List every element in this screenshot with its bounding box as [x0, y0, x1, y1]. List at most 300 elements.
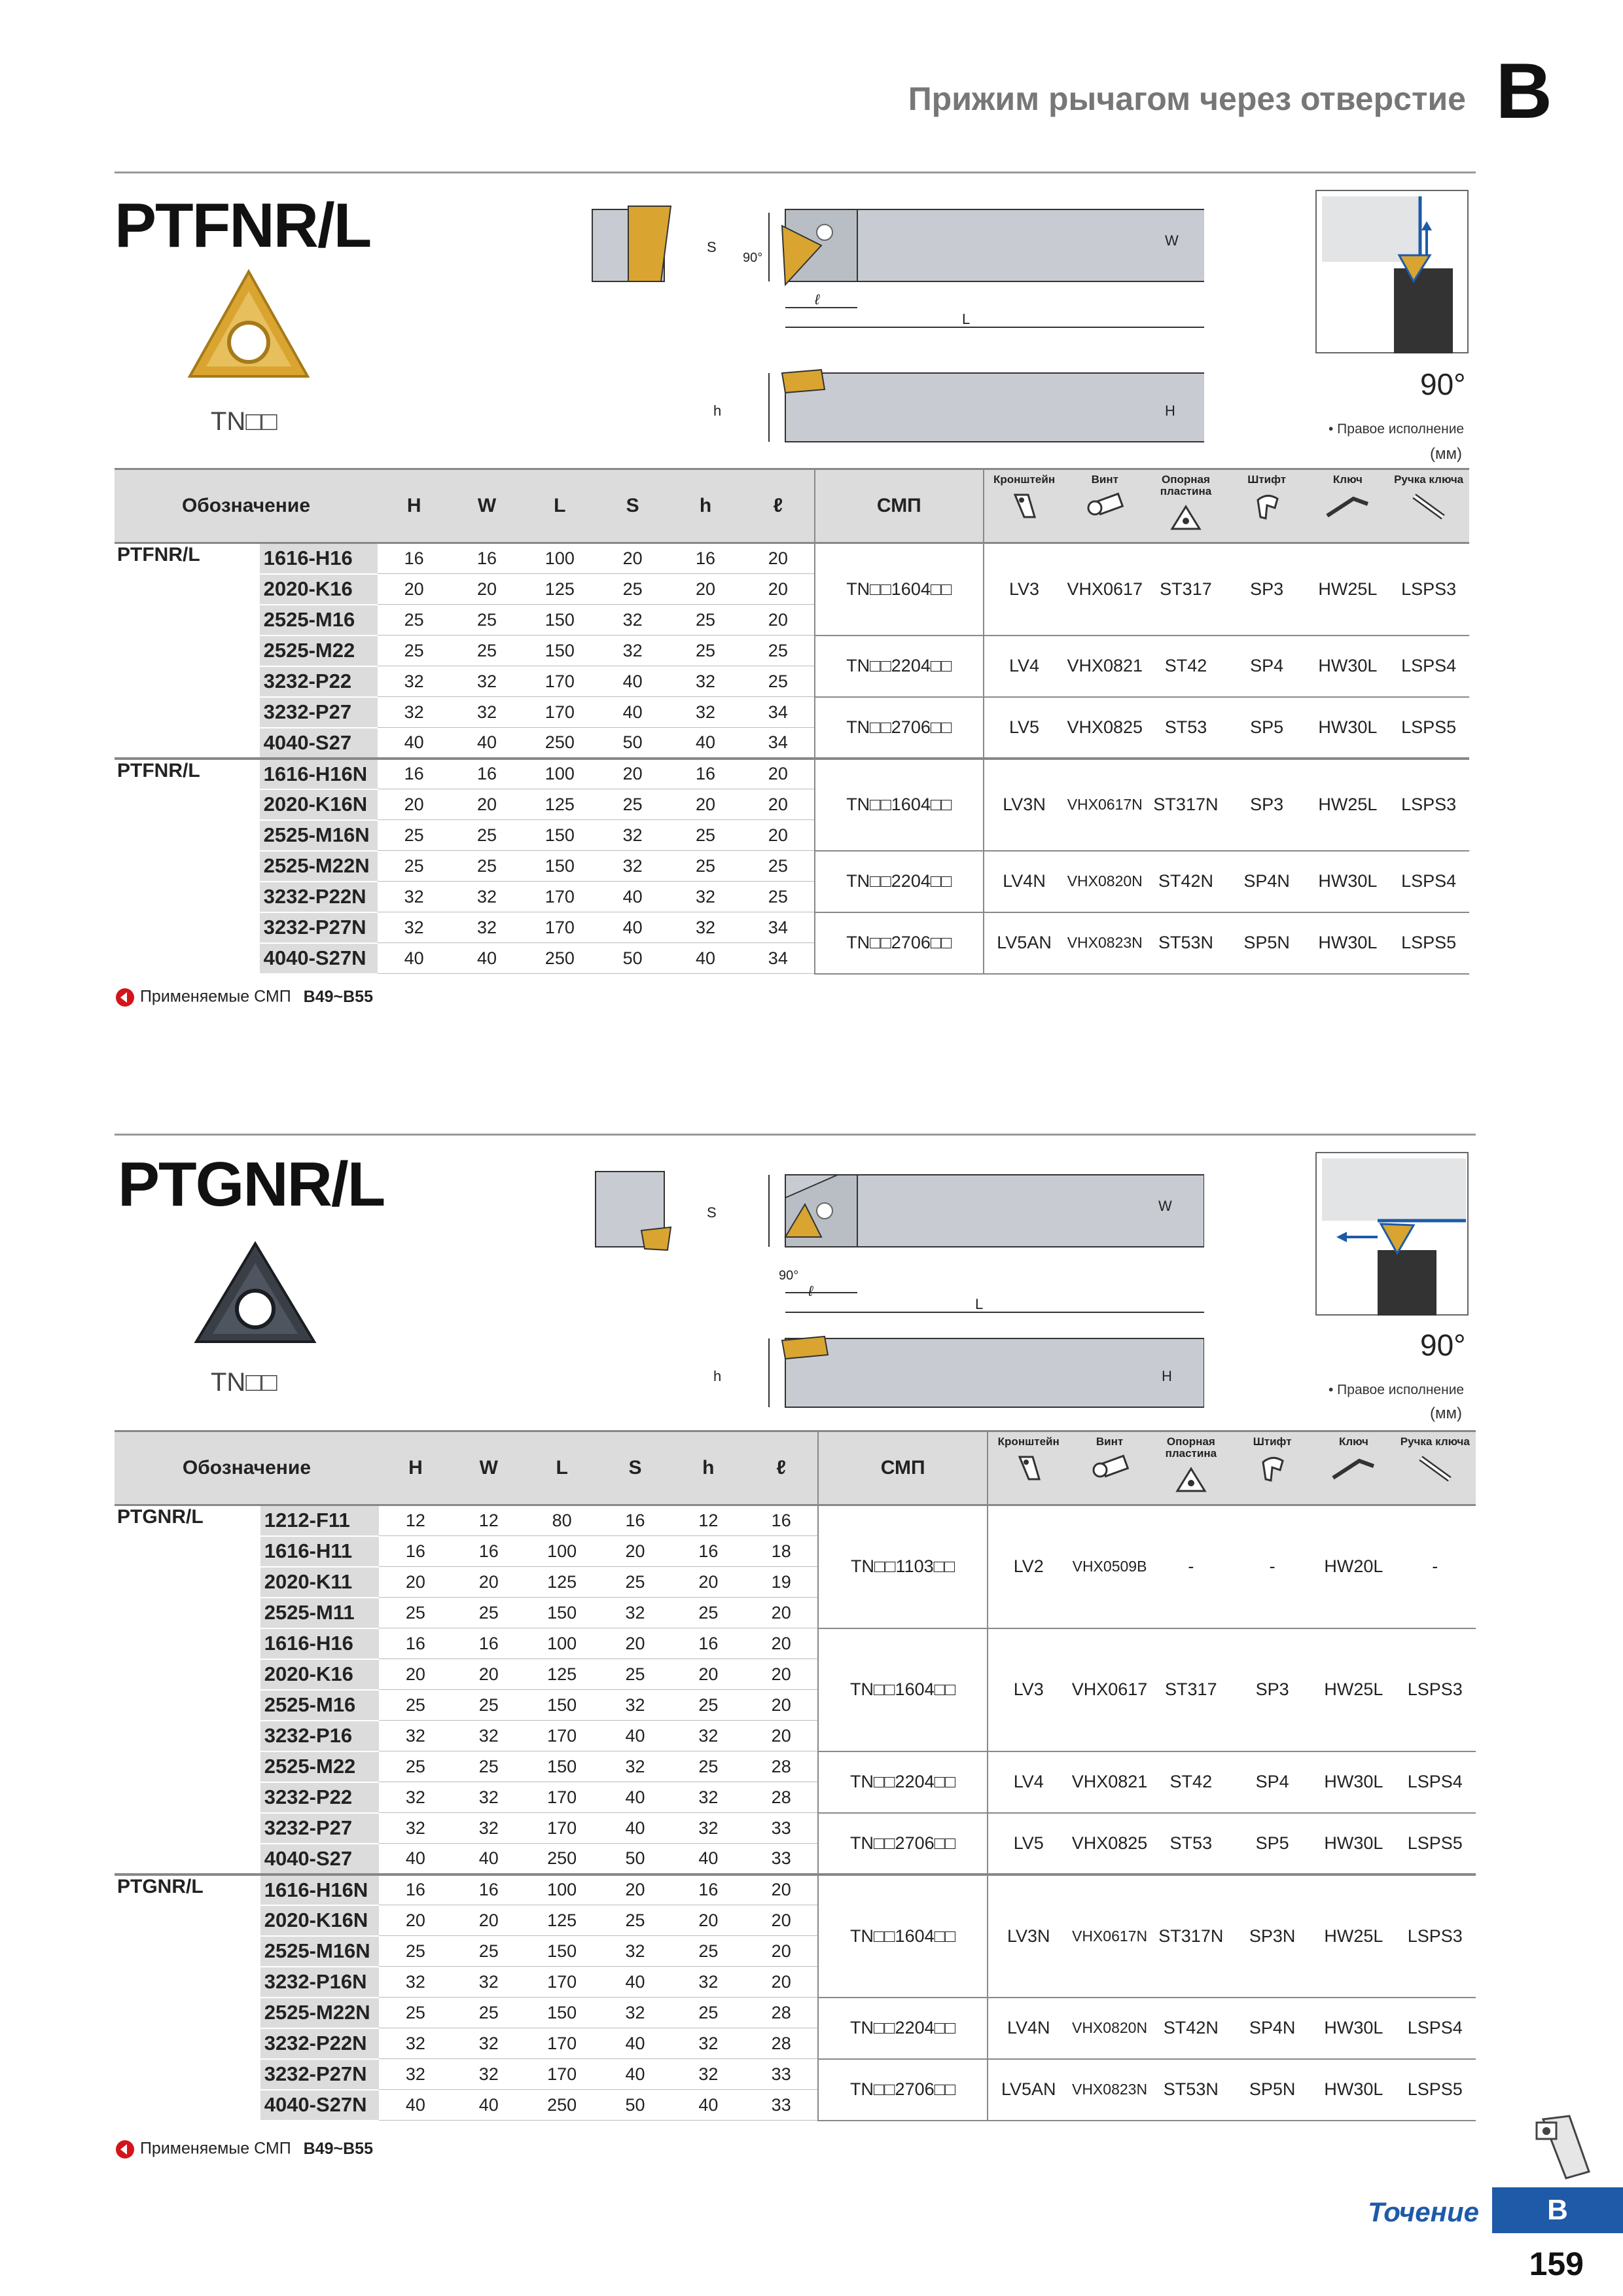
col-header-accessory: Винт: [1069, 1431, 1150, 1505]
dimension-cell: 32: [452, 1967, 526, 1998]
table-row: [115, 1998, 1476, 2028]
footnote-ptgnr: [115, 2139, 373, 2160]
dimension-cell: 20: [742, 574, 815, 605]
accessory-cell: VHX0823N: [1064, 912, 1145, 974]
dimension-cell: 40: [599, 1721, 672, 1751]
dim-l-label: L: [975, 1296, 984, 1312]
insert-cell: TN□□2706□□: [818, 2059, 988, 2121]
dim-l-label: L: [962, 311, 971, 327]
dimension-cell: 32: [671, 1721, 745, 1751]
designation-cell: 2020-K11: [260, 1567, 379, 1598]
arrow-circle-icon: [115, 987, 135, 1008]
accessory-cell: LSPS4: [1395, 1998, 1476, 2059]
dimension-cell: 32: [378, 882, 450, 912]
dimension-cell: 16: [745, 1505, 818, 1536]
dimension-cell: 32: [596, 605, 669, 636]
dimension-cell: 25: [671, 1751, 745, 1782]
table-row: [115, 543, 1469, 574]
dimension-cell: 20: [745, 1659, 818, 1690]
accessory-cell: LSPS3: [1388, 543, 1469, 636]
dimension-cell: 40: [452, 1844, 526, 1874]
accessory-cell: ST42N: [1150, 1998, 1232, 2059]
dimension-cell: 20: [379, 1567, 452, 1598]
designation-cell: 1616-H16N: [260, 759, 378, 789]
dimension-cell: 25: [452, 1998, 526, 2028]
dimension-cell: 12: [379, 1505, 452, 1536]
dimension-cell: 20: [745, 1721, 818, 1751]
dimension-cell: 40: [599, 1782, 672, 1813]
dimension-cell: 34: [742, 912, 815, 943]
accessory-cell: SP3: [1232, 1628, 1313, 1751]
dimension-cell: 32: [452, 2028, 526, 2059]
dimension-cell: 250: [524, 943, 596, 974]
accessory-cell: ST53N: [1150, 2059, 1232, 2121]
designation-cell: 3232-P27N: [260, 2059, 379, 2090]
dimension-cell: 32: [599, 1998, 672, 2028]
dimension-cell: 150: [524, 820, 596, 851]
dimension-cell: 32: [450, 882, 523, 912]
dimension-cell: 28: [745, 1782, 818, 1813]
dimension-cell: 18: [745, 1536, 818, 1567]
dimension-cell: 25: [742, 636, 815, 666]
accessory-cell: LV5: [984, 697, 1065, 759]
dimension-cell: 32: [379, 1967, 452, 1998]
section-title-ptfnr: PTFNR/L: [115, 190, 371, 260]
section-rule: [115, 1134, 1476, 1136]
tool-front-view: [589, 200, 677, 285]
accessory-cell: HW30L: [1308, 697, 1389, 759]
dimension-cell: 33: [745, 2090, 818, 2121]
accessory-cell: LV3N: [988, 1874, 1069, 1998]
dimension-cell: 80: [526, 1505, 599, 1536]
designation-cell: 2525-M22N: [260, 1998, 379, 2028]
dimension-cell: 50: [596, 943, 669, 974]
dimension-cell: 170: [526, 1967, 599, 1998]
table-row: [115, 2059, 1476, 2090]
col-header-dim: h: [669, 469, 741, 543]
group-name: PTGNR/L: [115, 1874, 260, 2121]
dimension-cell: 20: [450, 789, 523, 820]
dimension-cell: 20: [669, 789, 741, 820]
dimension-cell: 20: [599, 1874, 672, 1905]
dimension-cell: 20: [745, 1905, 818, 1936]
dimension-cell: 150: [526, 1751, 599, 1782]
dimension-cell: 20: [742, 820, 815, 851]
dimension-cell: 32: [671, 1782, 745, 1813]
dimension-cell: 32: [379, 1813, 452, 1844]
dimension-cell: 32: [450, 697, 523, 728]
accessory-cell: HW25L: [1313, 1874, 1394, 1998]
designation-cell: 3232-P22N: [260, 882, 378, 912]
dimension-cell: 100: [524, 759, 596, 789]
dimension-cell: 40: [596, 912, 669, 943]
arrow-circle-icon: [115, 2139, 135, 2160]
col-header-accessory: Ключ: [1308, 469, 1389, 543]
table-row: [115, 1751, 1476, 1782]
group-name: PTGNR/L: [117, 1506, 204, 1528]
designation-cell: 2525-M16N: [260, 1936, 379, 1967]
insert-cell: TN□□1604□□: [815, 543, 984, 636]
dimension-cell: 40: [379, 1844, 452, 1874]
dimension-cell: 32: [599, 1598, 672, 1628]
col-header-designation: Обозначение: [115, 469, 378, 543]
dimension-cell: 25: [450, 820, 523, 851]
dimension-cell: 20: [379, 1905, 452, 1936]
dimension-cell: 32: [671, 1967, 745, 1998]
dimension-cell: 25: [452, 1598, 526, 1628]
designation-cell: 3232-P27: [260, 697, 378, 728]
col-header-dim: W: [452, 1431, 526, 1505]
dimension-cell: 25: [379, 1598, 452, 1628]
dimension-cell: 20: [450, 574, 523, 605]
table-row: [115, 697, 1469, 728]
category-tab: B: [1492, 2187, 1623, 2233]
accessory-cell: SP4N: [1232, 1998, 1313, 2059]
dimension-cell: 16: [450, 759, 523, 789]
col-header-dim: ℓ: [742, 469, 815, 543]
dimension-cell: 150: [526, 1998, 599, 2028]
dimension-cell: 20: [599, 1628, 672, 1659]
dimension-cell: 50: [599, 1844, 672, 1874]
accessory-cell: SP5: [1226, 697, 1308, 759]
dimension-cell: 32: [596, 851, 669, 882]
accessory-cell: ST42: [1150, 1751, 1232, 1813]
dimension-cell: 16: [599, 1505, 672, 1536]
dim-s-label: S: [707, 1204, 717, 1221]
accessory-cell: VHX0617: [1069, 1628, 1150, 1751]
dimension-cell: 20: [379, 1659, 452, 1690]
dimension-cell: 25: [599, 1905, 672, 1936]
accessory-cell: SP3N: [1232, 1874, 1313, 1998]
dimension-cell: 16: [452, 1874, 526, 1905]
designation-cell: 2525-M22N: [260, 851, 378, 882]
table-row: [115, 636, 1469, 666]
turning-tool-icon: [1530, 2113, 1596, 2185]
designation-cell: 2525-M16: [260, 1690, 379, 1721]
group-name: PTFNR/L: [117, 544, 200, 565]
dimension-cell: 20: [742, 789, 815, 820]
dimension-cell: 16: [669, 543, 741, 574]
dimension-cell: 250: [524, 728, 596, 759]
dimension-cell: 32: [378, 666, 450, 697]
dimension-cell: 34: [742, 943, 815, 974]
dimension-cell: 40: [599, 1967, 672, 1998]
dimension-cell: 170: [526, 1721, 599, 1751]
accessory-cell: HW25L: [1313, 1628, 1394, 1751]
accessory-cell: LSPS5: [1395, 2059, 1476, 2121]
dimension-cell: 20: [596, 759, 669, 789]
dimension-cell: 40: [378, 943, 450, 974]
accessory-cell: LV4N: [988, 1998, 1069, 2059]
dimension-cell: 16: [450, 543, 523, 574]
dimension-cell: 32: [671, 2028, 745, 2059]
dimension-cell: 32: [599, 1936, 672, 1967]
dimension-cell: 25: [378, 820, 450, 851]
table-row: [115, 759, 1469, 789]
dimension-cell: 125: [524, 789, 596, 820]
dimension-cell: 32: [596, 820, 669, 851]
accessory-cell: VHX0617N: [1069, 1874, 1150, 1998]
dim-s-label: S: [707, 239, 717, 255]
dimension-cell: 40: [599, 2059, 672, 2090]
dimension-cell: 20: [745, 1628, 818, 1659]
accessory-cell: LV3: [984, 543, 1065, 636]
angle-label-ptgnr: 90°: [1420, 1328, 1466, 1362]
dimension-cell: 250: [526, 2090, 599, 2121]
accessory-cell: LV5AN: [988, 2059, 1069, 2121]
table-row: [115, 851, 1469, 882]
designation-cell: 1212-F11: [260, 1505, 379, 1536]
dimension-cell: 170: [526, 2059, 599, 2090]
accessory-cell: SP5N: [1226, 912, 1308, 974]
accessory-cell: ST53: [1150, 1813, 1232, 1874]
accessory-cell: -: [1395, 1505, 1476, 1628]
table-row: [115, 1505, 1476, 1536]
spec-table-ptgnr: [115, 1430, 1476, 2121]
dimension-cell: 170: [524, 912, 596, 943]
dim-l-small-label: ℓ: [815, 291, 820, 308]
accessory-cell: HW30L: [1308, 636, 1389, 697]
category-label: Точение: [1368, 2197, 1479, 2227]
insert-cell: TN□□2204□□: [818, 1751, 988, 1813]
dimension-cell: 20: [742, 759, 815, 789]
dimension-cell: 170: [526, 1782, 599, 1813]
dimension-cell: 25: [379, 1751, 452, 1782]
col-header-dim: h: [671, 1431, 745, 1505]
dimension-cell: 25: [450, 605, 523, 636]
dimension-cell: 150: [524, 636, 596, 666]
dimension-cell: 25: [379, 1998, 452, 2028]
table-row: [115, 1628, 1476, 1659]
dimension-cell: 33: [745, 1844, 818, 1874]
dimension-cell: 25: [742, 882, 815, 912]
dimension-cell: 25: [379, 1690, 452, 1721]
accessory-cell: LSPS3: [1395, 1874, 1476, 1998]
accessory-cell: VHX0825: [1064, 697, 1145, 759]
dimension-cell: 25: [671, 1690, 745, 1721]
accessory-cell: LSPS3: [1388, 759, 1469, 851]
dimension-cell: 32: [671, 2059, 745, 2090]
designation-cell: 3232-P27N: [260, 912, 378, 943]
col-header-accessory: Ручка ключа: [1395, 1431, 1476, 1505]
accessory-cell: ST42N: [1145, 851, 1226, 912]
col-header-accessory: Штифт: [1232, 1431, 1313, 1505]
dimension-cell: 150: [526, 1598, 599, 1628]
dimension-cell: 25: [450, 851, 523, 882]
designation-cell: 2525-M16N: [260, 820, 378, 851]
accessory-cell: HW25L: [1308, 759, 1389, 851]
designation-cell: 2525-M22: [260, 1751, 379, 1782]
tool-dimension-drawing: [707, 1165, 1204, 1427]
dimension-cell: 40: [450, 728, 523, 759]
dimension-cell: 32: [599, 1690, 672, 1721]
dimension-cell: 40: [671, 1844, 745, 1874]
dimension-cell: 32: [671, 1813, 745, 1844]
unit-label-ptgnr: (мм): [1430, 1405, 1462, 1422]
dimension-cell: 25: [452, 1936, 526, 1967]
accessory-cell: LV4: [988, 1751, 1069, 1813]
dimension-cell: 16: [378, 759, 450, 789]
dim-H-label: H: [1165, 403, 1175, 419]
col-header-dim: H: [379, 1431, 452, 1505]
dimension-cell: 40: [378, 728, 450, 759]
footnote-ptfnr: [115, 987, 373, 1008]
dimension-cell: 16: [379, 1536, 452, 1567]
dimension-cell: 150: [526, 1936, 599, 1967]
dimension-cell: 32: [379, 1782, 452, 1813]
accessory-cell: VHX0617: [1064, 543, 1145, 636]
dimension-cell: 32: [669, 912, 741, 943]
accessory-cell: SP3: [1226, 543, 1308, 636]
accessory-cell: VHX0825: [1069, 1813, 1150, 1874]
col-header-accessory: Штифт: [1226, 469, 1308, 543]
designation-cell: 2020-K16N: [260, 789, 378, 820]
col-header-accessory: Опорная пластина: [1150, 1431, 1232, 1505]
dimension-cell: 40: [596, 882, 669, 912]
dimension-cell: 40: [669, 943, 741, 974]
header-rule: [115, 171, 1476, 173]
accessory-cell: HW30L: [1313, 2059, 1394, 2121]
application-sketch-icon: [1315, 1152, 1469, 1316]
dimension-cell: 40: [669, 728, 741, 759]
unit-label-ptfnr: (мм): [1430, 445, 1462, 463]
table-row: [115, 912, 1469, 943]
dimension-cell: 25: [669, 636, 741, 666]
dimension-cell: 20: [671, 1905, 745, 1936]
dimension-cell: 33: [745, 2059, 818, 2090]
dimension-cell: 50: [596, 728, 669, 759]
dimension-cell: 20: [742, 543, 815, 574]
dimension-cell: 16: [379, 1874, 452, 1905]
tool-dimension-drawing: [707, 196, 1204, 458]
dimension-cell: 34: [742, 697, 815, 728]
designation-cell: 1616-H16: [260, 1628, 379, 1659]
dimension-cell: 20: [671, 1567, 745, 1598]
dimension-cell: 28: [745, 1751, 818, 1782]
designation-cell: 2020-K16: [260, 574, 378, 605]
accessory-cell: SP4: [1232, 1751, 1313, 1813]
dimension-cell: 25: [450, 636, 523, 666]
accessory-cell: HW25L: [1308, 543, 1389, 636]
dimension-cell: 25: [671, 1936, 745, 1967]
dimension-cell: 20: [745, 1967, 818, 1998]
dimension-cell: 32: [450, 912, 523, 943]
accessory-cell: VHX0821: [1064, 636, 1145, 697]
dimension-cell: 250: [526, 1844, 599, 1874]
designation-cell: 2020-K16N: [260, 1905, 379, 1936]
insert-cell: TN□□2706□□: [815, 912, 984, 974]
accessory-cell: LV4: [984, 636, 1065, 697]
dimension-cell: 20: [669, 574, 741, 605]
designation-cell: 4040-S27N: [260, 943, 378, 974]
dimension-cell: 170: [526, 1813, 599, 1844]
dimension-cell: 170: [524, 697, 596, 728]
accessory-cell: ST317N: [1145, 759, 1226, 851]
dim-angle-label: 90°: [743, 251, 763, 265]
dimension-cell: 25: [378, 605, 450, 636]
dimension-cell: 50: [599, 2090, 672, 2121]
accessory-cell: ST42: [1145, 636, 1226, 697]
accessory-cell: ST317: [1145, 543, 1226, 636]
accessory-cell: HW20L: [1313, 1505, 1394, 1628]
dim-h-label: h: [713, 1368, 722, 1384]
dimension-cell: 20: [671, 1659, 745, 1690]
accessory-cell: LSPS4: [1388, 851, 1469, 912]
dim-angle-label: 90°: [779, 1268, 799, 1283]
dimension-cell: 20: [378, 789, 450, 820]
dimension-cell: 20: [745, 1598, 818, 1628]
dimension-cell: 32: [596, 636, 669, 666]
accessory-cell: HW30L: [1308, 912, 1389, 974]
col-header-dim: W: [450, 469, 523, 543]
table-row: [115, 1874, 1476, 1905]
dimension-cell: 100: [526, 1536, 599, 1567]
accessory-cell: LSPS5: [1395, 1813, 1476, 1874]
group-name: PTFNR/L: [115, 759, 260, 974]
accessory-cell: LSPS4: [1395, 1751, 1476, 1813]
insert-label: TN□□: [211, 407, 277, 436]
dimension-cell: 32: [452, 2059, 526, 2090]
accessory-cell: LV5: [988, 1813, 1069, 1874]
angle-label-ptfnr: 90°: [1420, 367, 1466, 401]
table-row: [115, 1813, 1476, 1844]
dimension-cell: 32: [669, 666, 741, 697]
accessory-cell: HW30L: [1313, 1751, 1394, 1813]
dimension-cell: 170: [526, 2028, 599, 2059]
footnote-text: Применяемые СМП: [139, 2139, 291, 2158]
dimension-cell: 20: [378, 574, 450, 605]
dimension-cell: 100: [524, 543, 596, 574]
dimension-cell: 100: [526, 1628, 599, 1659]
dimension-cell: 32: [378, 912, 450, 943]
accessory-cell: LV5AN: [984, 912, 1065, 974]
accessory-cell: SP4N: [1226, 851, 1308, 912]
tool-front-view: [589, 1165, 677, 1253]
dimension-cell: 20: [745, 1936, 818, 1967]
col-header-dim: S: [596, 469, 669, 543]
accessory-cell: LV3: [988, 1628, 1069, 1751]
insert-cell: TN□□1604□□: [818, 1874, 988, 1998]
col-header-insert: СМП: [818, 1431, 988, 1505]
dimension-cell: 150: [526, 1690, 599, 1721]
col-header-dim: L: [524, 469, 596, 543]
dimension-cell: 28: [745, 1998, 818, 2028]
designation-cell: 4040-S27: [260, 728, 378, 759]
dimension-cell: 32: [450, 666, 523, 697]
dimension-cell: 32: [452, 1782, 526, 1813]
dimension-cell: 25: [378, 636, 450, 666]
page-header-title: Прижим рычагом через отверстие: [908, 81, 1466, 117]
dimension-cell: 25: [379, 1936, 452, 1967]
dimension-cell: 20: [452, 1905, 526, 1936]
accessory-cell: LSPS4: [1388, 636, 1469, 697]
designation-cell: 2525-M11: [260, 1598, 379, 1628]
designation-cell: 4040-S27: [260, 1844, 379, 1874]
dimension-cell: 170: [524, 666, 596, 697]
dimension-cell: 16: [671, 1874, 745, 1905]
dimension-cell: 16: [452, 1536, 526, 1567]
dimension-cell: 40: [671, 2090, 745, 2121]
dimension-cell: 25: [671, 1598, 745, 1628]
designation-cell: 1616-H11: [260, 1536, 379, 1567]
dimension-cell: 16: [378, 543, 450, 574]
col-header-accessory: Винт: [1064, 469, 1145, 543]
dim-w-label: W: [1165, 232, 1179, 249]
dimension-cell: 170: [524, 882, 596, 912]
designation-cell: 2525-M16: [260, 605, 378, 636]
designation-cell: 3232-P27: [260, 1813, 379, 1844]
accessory-cell: SP5: [1232, 1813, 1313, 1874]
